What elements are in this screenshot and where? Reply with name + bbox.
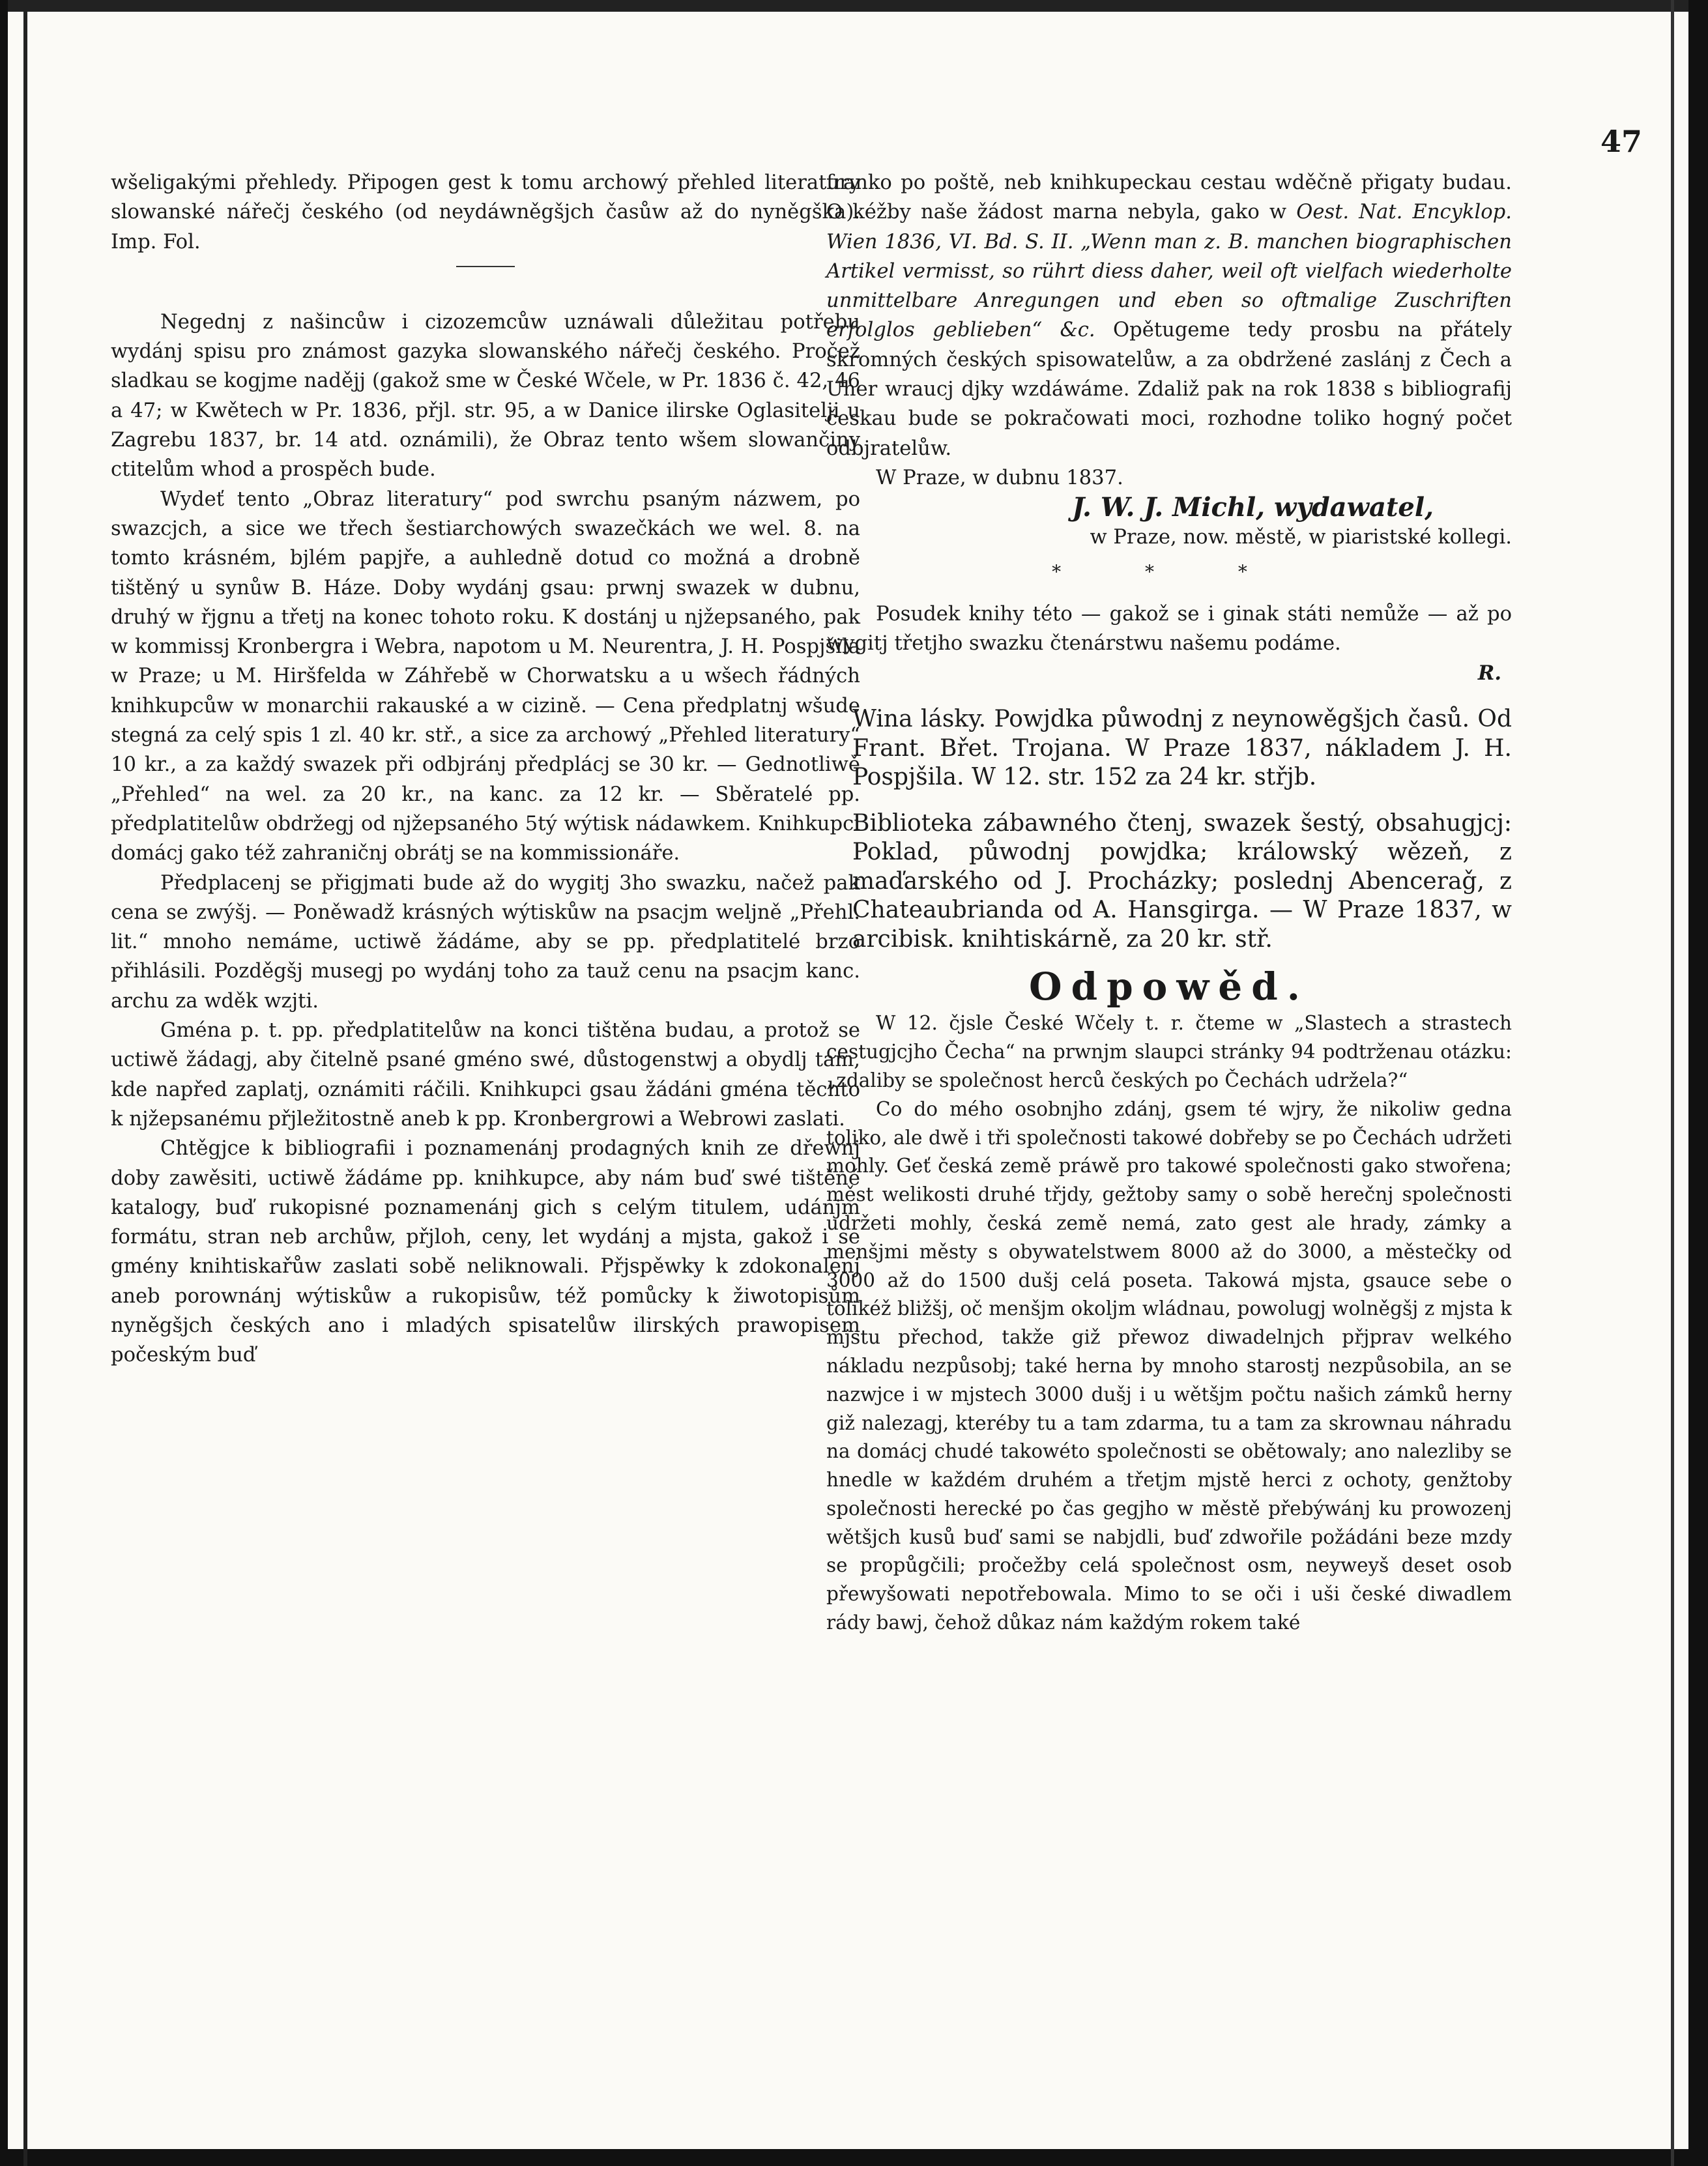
right-intro-text: franko po poště, neb knihkupeckau cestau wděčně přigaty budau. O kéžby naše žádost marna nebyla, gako w xyxy=(826,171,1512,224)
scan-border-right xyxy=(1688,0,1708,2166)
section-heading: Odpowěd. xyxy=(1029,964,1309,1009)
place-date: W Praze, w dubnu 1837. xyxy=(876,466,1123,489)
publisher-address: w Praze, now. městě, w piaristské kollegi. xyxy=(1090,525,1512,549)
scan-border-left-inner xyxy=(23,0,27,2166)
scan-border-top xyxy=(0,0,1708,12)
right-intro-tail: Opětugeme tedy prosbu na přátely skromných českých spisowatelůw, a za obdržené zaslánj z Čech a Uher wraucj djky wzdáwáme. Zdaliž pak na rok 1838 s bibliografij českau bude se pokračowati moci, rozhodne toliko hogný počet odbjratelůw. xyxy=(826,319,1512,460)
scan-border-bottom xyxy=(0,2149,1708,2166)
left-column xyxy=(111,168,860,1370)
book-notice-1 xyxy=(826,705,1512,792)
left-paragraph-5: Gména p. t. pp. předplatitelůw na konci tištěna budau, a protož se uctiwě žádagj, aby čitelně psané gméno swé, důstogenstwj a obydlj tam, kde napřed zaplatj, oznámiti ráčili. Knihkupci gsau žádáni gména těchto k njžepsanému přjležitostně aneb k pp. Kronbergrowi a Webrowi zaslati. xyxy=(111,1019,860,1131)
scan-border-right-inner xyxy=(1671,0,1674,2166)
reply-paragraph-2: Co do mého osobnjho zdánj, gsem té wjry, že nikoliw gedna toliko, ale dwě i tři společnosti takowé dobřeby se po Čechách udržeti mohly. Geť česká země práwě pro takowé společnosti gako stwořena; měst welikosti druhé třjdy, gežtoby samy o sobě herečnj společnosti udržeti mohly, česká země nemá, zato gest ale hrady, zámky a menšjmi městy s obywatelstwem 8000 až do 3000, a městečky od 3000 až do 1500 dušj celá poseta. Takowá mjsta, gsauce sebe o tolikéž bližšj, oč menšjm okolјm wládnau, powolugj wolněgšj z mjsta k mjstu přechod, takže giž přewoz diwadelnjch přjprav welkého nákladu nezpůsobj; také herna by mnoho starostj nezpůsobila, an se nazwjce i w mjstech 3000 dušj i u wětšjm počtu našich zámků herny giž nalezagj, kteréby tu a tam zdarma, tu a tam za skrownau náhradu na domácj chudé takowéto společnosti se obětowaly; ano nalezliby se hnedle w každém druhém a třetjm mjstě herci z ochoty, genžtoby společnosti herecké po čas gegjho w městě přebýwánj ku prowozenj wětšjch kusů buď sami se nabjdli, buď zdwořile požádáni beze mzdy se propůgčili; pročežby celá společnost osm, neyweyš deset osob přewyšowati nepotřebowala. Mimo to se oči i uši české diwadlem rády bawj, čehož důkaz nám každým rokem také xyxy=(826,1097,1512,1634)
review-note: Posudek knihy této — gakož se i ginak státi nemůže — až po wygitj třetjho swazku čtenárstwu našemu podáme. xyxy=(826,603,1512,656)
publisher-signature: J. W. J. Michl, wydawatel, xyxy=(1072,492,1434,523)
left-paragraph-3: Wydeť tento „Obraz literatury“ pod swrchu psaným názwem, po swazcjch, a sice we třech šestiarchowých swazečkách we wel. 8. na tomto krásném, bjlém papjře, a auhledně dotud co možná a drobně tištěný u synůw B. Háze. Doby wydánj gsau: prwnj swazek w dubnu, druhý w řjgnu a třetj na konec tohoto roku. K dostánj u njžepsaného, pak w kommissj Kronbergra i Webra, napotom u M. Neurentra, J. H. Pospjšila w Praze; u M. Hiršfelda w Záhřebě w Chorwatsku a u wšech řádných knihkupcůw w monarchii rakauské a w cizině. — Cena předplatnj wšude stegná za celý spis 1 zl. 40 kr. stř., a sice za archowý „Přehled literatury“ 10 kr., a za každý swazek při odbjránj předplácj se 30 kr. — Gednotliwě „Přehled“ na wel. za 20 kr., na kanc. za 12 kr. — Sběratelé pp. předplatitelůw obdržegj od njžepsaného 5tý wýtisk nádawkem. Knihkupci domácj gako též zahraničnj obrátj se na kommissionáře. xyxy=(111,487,860,865)
left-paragraph-6: Chtěgjce k bibliografii i poznamenánj prodagných knih ze dřewnj doby zawěsiti, uctiwě žádáme pp. knihkupce, aby nám buď swé tištěné katalogy, buď rukopisné poznamenánj gich s celým titulem, udánjm formátu, stran neb archůw, přjloh, ceny, let wydánj a mjsta, gakož i se gmény knihtiskařůw zaslati sobě neliknowali. Přjspěwky k zdokonalenj aneb porownánj wýtiskůw a rukopisůw, též pomůcky k žiwotopisům nyněgšjch českých ano i mladých spisatelůw ilirských prawopisem počeským buď xyxy=(111,1137,860,1367)
page-number: 47 xyxy=(1600,124,1642,159)
section-divider xyxy=(456,266,515,267)
book-notice-2 xyxy=(826,809,1512,955)
left-paragraph-4: Předplacenj se přigjmati bude až do wygitj 3ho swazku, načež pak cena se zwýšj. — Poněwadž krásných wýtiskůw na psacjm weljně „Přehl. lit.“ mnoho nemáme, uctiwě žádáme, aby se pp. předplatitelé brzo přihlásili. Pozděgšj musegj po wydánj toho za tauž cenu na psacjm kanc. archu za wděk wzjti. xyxy=(111,871,860,1013)
review-signature: R. xyxy=(1477,661,1501,685)
right-intro xyxy=(826,168,1512,463)
scan-border-left xyxy=(0,0,8,2166)
right-column xyxy=(826,168,1512,1638)
asterism: * * * xyxy=(1052,560,1286,583)
left-paragraph-1: wšeligakými přehledy. Připogen gest k tomu archowý přehled literatury slowanské nářečj českého (od neydáwněgšjch časůw až do nyněgška). Imp. Fol. xyxy=(111,171,860,253)
left-paragraph-2: Negednj z našincůw i cizozemcůw uznáwali důležitau potřebu wydánj spisu pro známost gazyka slowanského nářečj českého. Pročež sladkau se kogjme nadějj (gakož sme w České Wčele, w Pr. 1836 č. 42, 46 a 47; w Kwětech w Pr. 1836, přjl. str. 95, a w Danice ilirske Oglasitelji u Zagrebu 1837, br. 14 atd. oznámili), že Obraz tento wšem slowančiny ctitelům whod a prospěch bude. xyxy=(111,310,860,482)
right-intro-citation: Oest. Nat. Encyklop. Wien 1836, VI. Bd. S. II. „Wenn man z. B. manchen biographischen Artikel vermisst, so rührt diess daher, weil oft vielfach wiederholte unmittelbare Anregungen und eben so oftmalige Zuschriften erfolglos geblieben“ &c. xyxy=(826,201,1512,342)
book-notice-1-text: Wina lásky. Powjdka půwodnj z neynowěgšjch časů. Od Frant. Břet. Trojana. W Praze 1837, nákladem J. H. Pospjšila. W 12. str. 152 za 24 kr. střjb. xyxy=(852,706,1512,791)
book-notice-2-text: Biblioteka zábawného čtenj, swazek šestý, obsahugjcj: Poklad, půwodnj powjdka; králowský wězeň, z maďarského od J. Procházky; poslednj Abenceraǧ, z Chateaubrianda od A. Hansgirga. — W Praze 1837, w arcibisk. knihtiskárně, za 20 kr. stř. xyxy=(852,809,1512,953)
reply-paragraph-1: W 12. čjsle České Wčely t. r. čteme w „Slastech a strastech cestugjcjho Čecha“ na prwnjm slaupci stránky 94 podtrženau otázku: „zdaliby se společnost herců českých po Čechách udržela?“ xyxy=(826,1012,1512,1091)
